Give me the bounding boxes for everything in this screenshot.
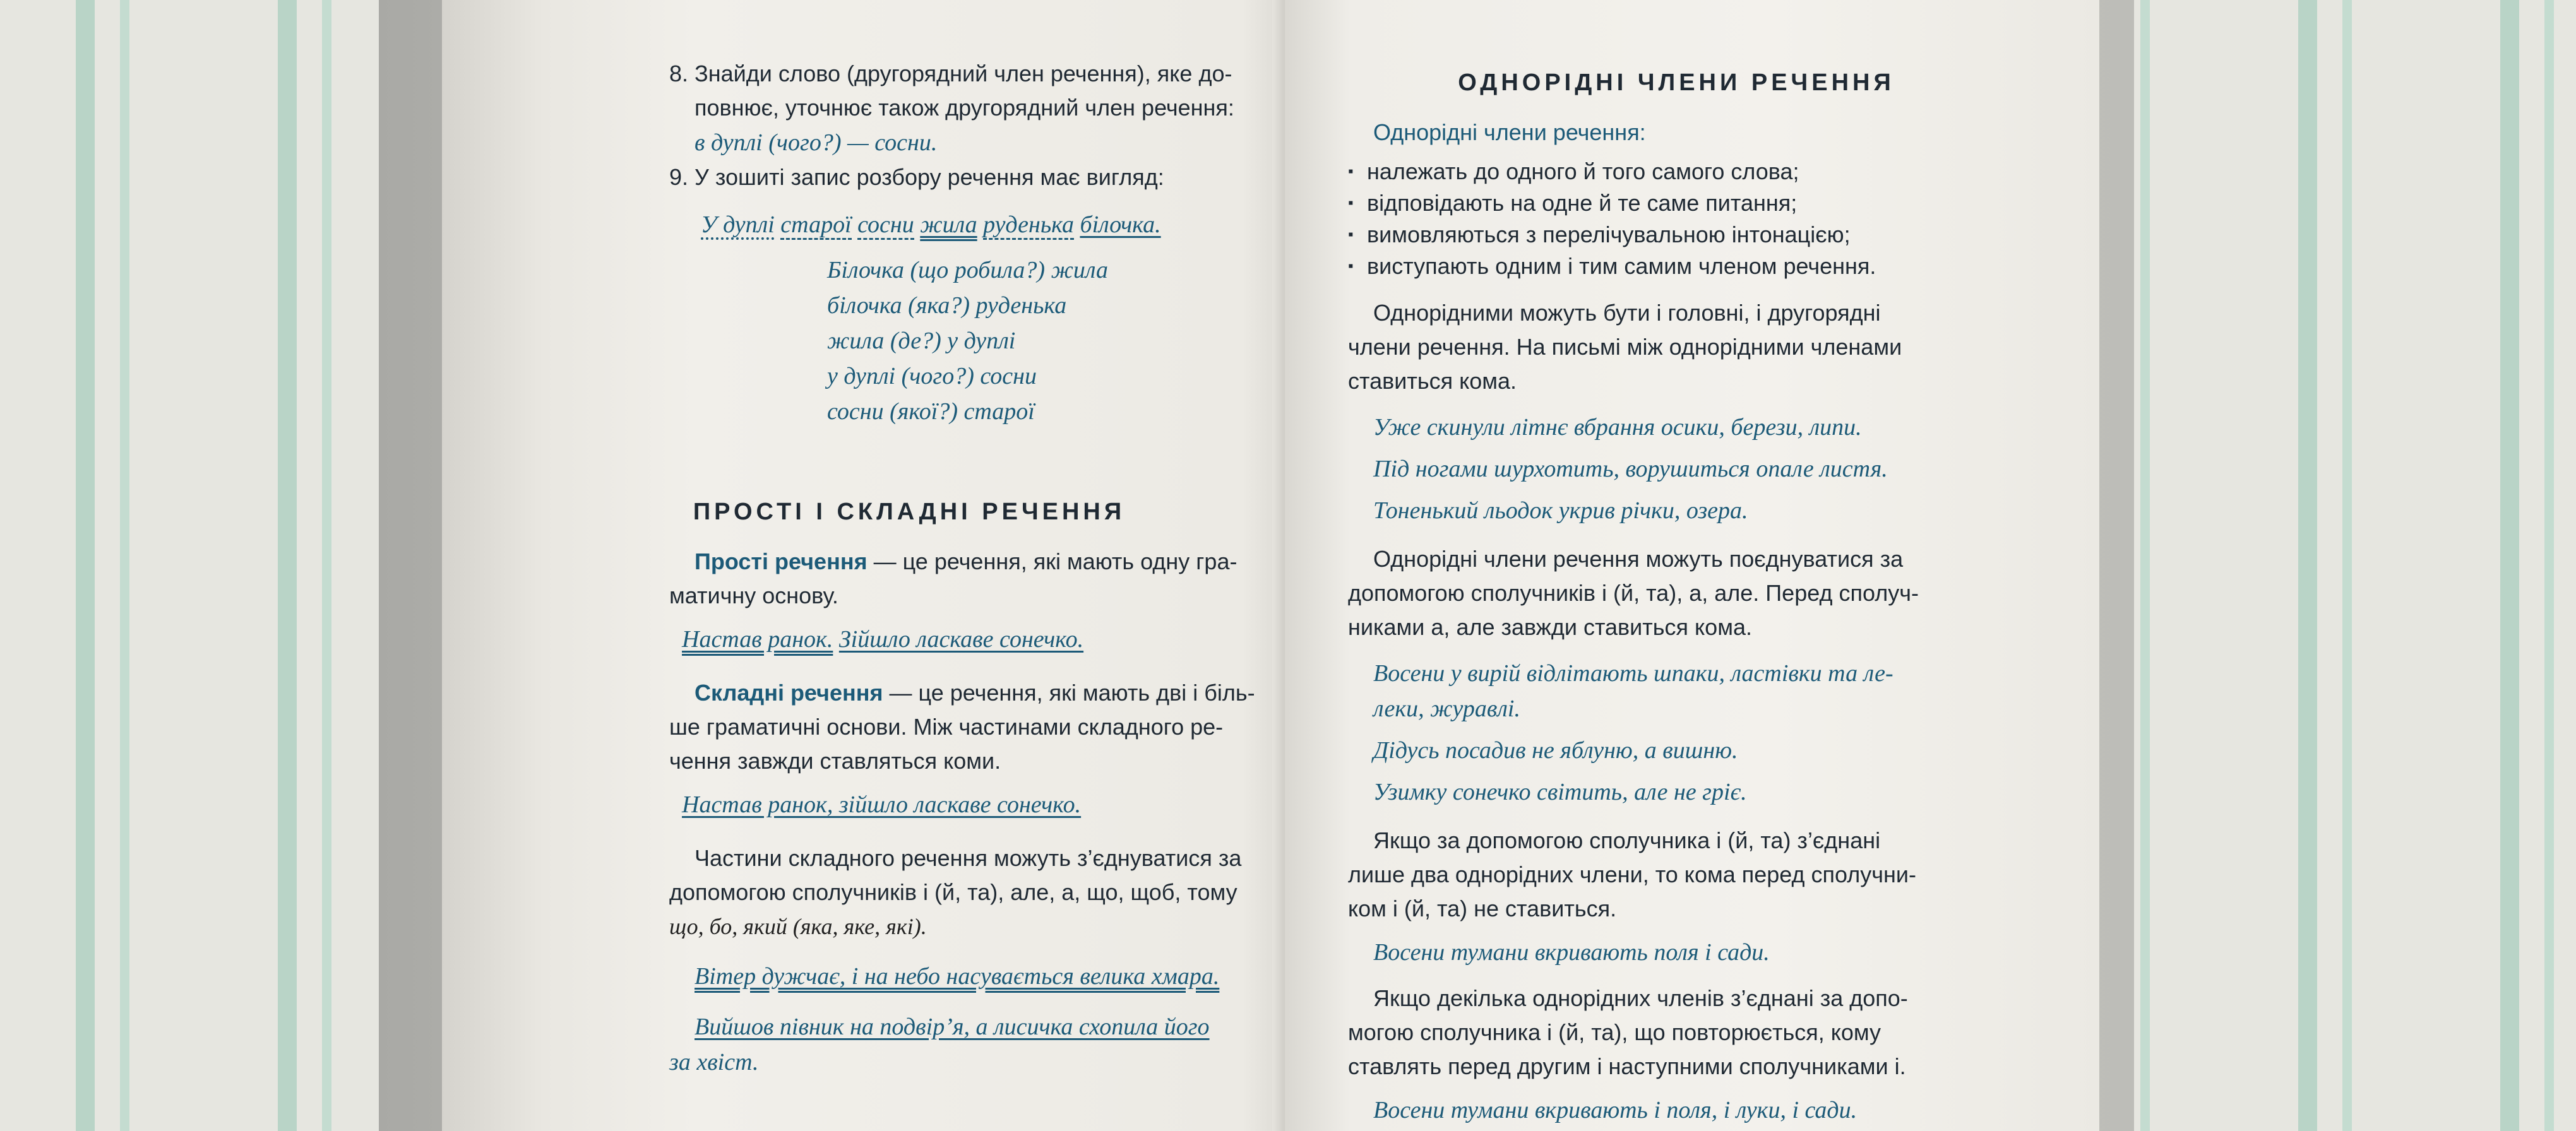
word: У дуплі [701,211,775,238]
parse-lines [827,252,1285,429]
word: старої [780,211,851,240]
subject: білочка. [1080,211,1161,238]
section-heading: ОДНОРІДНІ ЧЛЕНИ РЕЧЕННЯ [1458,69,1895,96]
join-text: Частини складного речення можуть з’єднуватися за [695,845,1242,871]
bullet-list [1348,156,2099,282]
bullet-item: ▪ вимовляються з перелічувальною інтонацією; [1348,219,2099,251]
example-sentence: Восени тумани вкривають поля і сади. [1373,939,1770,966]
intro-term: Однорідні члени речення: [1373,119,1646,145]
item-8: 8. Знайди слово (другорядний член речення), яке до- [669,61,1232,86]
example-sentence: Уже скинули літнє вбрання осики, берези, липи. [1373,414,1862,441]
right-page [1285,0,2099,1131]
examples-2 [1373,656,2099,810]
example-sentence: Під ногами шурхотить, ворушиться опале листя. [1373,456,1888,482]
paragraph-1: Однорідними можуть бути і головні, і другорядні члени речення. На письмі між однорідними членами ставиться кома. [1348,300,1902,394]
complex-def-cont: ше граматичні основи. Між частинами складного ре- [669,714,1224,740]
parse-line: Білочка (що робила?) жила [827,257,1108,283]
complex-example: Настав ранок, зійшло ласкаве сонечко. [682,791,1082,818]
complex-def: Складні речення — це речення, які мають дві і біль- [695,680,1255,706]
item-8-example: в дуплі (чого?) — сосни. [695,129,938,156]
example-sentence: Узимку сонечко світить, але не гріє. [1373,779,1747,805]
example-sentence: Вийшов півник на подвір’я, а лисичка схопила його [695,1014,1210,1040]
simple-example: Настав ранок. Зійшло ласкаве сонечко. [682,626,1084,653]
simple-def-cont: матичну основу. [669,583,838,608]
parse-sentence [701,207,1285,242]
complex-def-cont: чення завжди ставляться коми. [669,748,1001,774]
bullet-item: ▪ виступають одним і тим самим членом речення. [1348,251,2099,282]
paragraph-3: Якщо за допомогою сполучника і (й, та) з’єднані лише два однорідних члени, то кома перед сполучни- ком і (й, та) не ставиться. [1348,827,1916,921]
example-sentence: леки, журавлі. [1373,696,1520,722]
example-sentence: Восени у вирій відлітають шпаки, ластівки та ле- [1373,660,1893,687]
section-heading: ПРОСТІ І СКЛАДНІ РЕЧЕННЯ [693,499,1126,525]
item-8-cont: повнює, уточнює також другорядний член речення: [695,95,1234,121]
word: сосни [857,211,914,240]
simple-def: Прості речення — це речення, які мають одну гра- [695,548,1237,574]
example-sentence: Восени тумани вкривають і поля, і луки, і сади. [1373,1097,1857,1123]
example-sentence: Вітер дужчає, і на небо насувається велика хмара. [695,963,1220,990]
example-sentence: Тоненький льодок укрив річки, озера. [1373,497,1748,524]
bullet-item: ▪ належать до одного й того самого слова; [1348,156,2099,187]
example-sentence: за хвіст. [669,1049,759,1075]
parse-line: білочка (яка?) руденька [827,292,1067,319]
bullet-item: ▪ відповідають на одне й те саме питання; [1348,187,2099,219]
examples-1 [1373,410,2099,528]
join-text: допомогою сполучників і (й, та), але, а, що, щоб, тому [669,879,1237,905]
example-sentence: Дідусь посадив не яблуню, а вишню. [1373,737,1738,764]
parse-line: сосни (якої?) старої [827,398,1035,425]
parse-line: у дуплі (чого?) сосни [827,363,1037,389]
left-page [442,0,1285,1131]
join-text: що, бо, який (яка, яке, які). [669,914,927,939]
word: руденька [983,211,1074,240]
item-9: 9. У зошиті запис розбору речення має вигляд: [669,164,1164,190]
paragraph-2: Однорідні члени речення можуть поєднуватися за допомогою сполучників і (й, та), а, але. Перед сполуч- никами а, але завжди ставиться кома. [1348,546,1919,640]
paragraph-4: Якщо декілька однорідних членів з’єднані за допо- могою сполучника і (й, та), що повторюється, кому ставлять перед другим і наступними сполучниками і. [1348,985,1908,1079]
parse-line: жила (де?) у дуплі [827,328,1016,354]
predicate: жила [920,211,977,238]
